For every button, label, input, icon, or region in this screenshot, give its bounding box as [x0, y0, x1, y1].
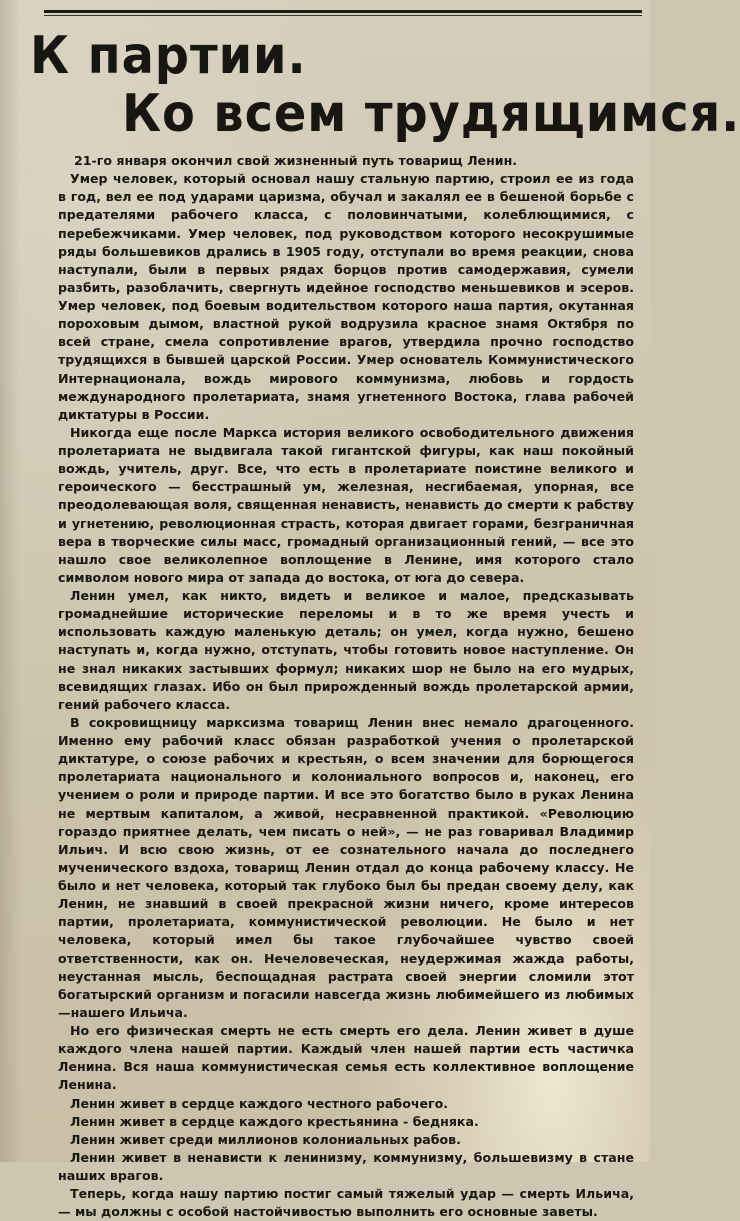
article-paragraph: Но его физическая смерть не есть смерть его дела. Ленин живет в душе каждого члена нашей партии. Каждый член нашей партии есть частичка Ленина. Вся наша коммунистическая семья есть коллективное воплощение Ленина.: [58, 1023, 634, 1093]
article-paragraph: В сокровищницу марксизма товарищ Ленин внес немало драгоценного. Именно ему рабочий класс обязан разработкой учения о пролетарской диктатуре, о союзе рабочих и крестьян, о всем значении для борющегося пролетариата национального и колониального вопросов и, наконец, его учением о роли и природе партии. И все это богатство было в руках Ленина не мертвым капиталом, а живой, несравненной практикой. «Революцию гораздо приятнее делать, чем писать о ней», — не раз говаривал Владимир Ильич. И всю свою жизнь, от ее сознательного начала до последнего мученического вздоха, товарищ Ленин отдал до конца рабочему классу. Не было и нет человека, который так глубоко был бы предан своему делу, как Ленин, не знавший в своей прекрасной жизни ничего, кроме интересов партии, пролетариата, коммунистической революции. Не было и нет человека, который имел бы такое глубочайшее чувство своей ответственности, как он. Нечеловеческая, неудержимая жажда работы, неустанная мысль, беспощадная растрата своей энергии сломили этот богатырский организм и погасили навсегда жизнь любимейшего из любимых—нашего Ильича.: [58, 714, 634, 1020]
top-rule-thin: [44, 15, 642, 16]
paper-edge-shadow: [0, 0, 20, 1162]
article-paragraph: Никогда еще после Маркса история великого освободительного движения пролетариата не выдвигала такой гигантской фигуры, как наш покойный вождь, учитель, друг. Все, что есть в пролетариате поистине великого и героического — бесстрашный ум, железная, несгибаемая, упорная, все преодолевающая воля, священная ненависть, ненависть до смерти к рабству и угнетению, революционная страсть, которая двигает горами, безграничная вера в творческие силы масс, громадный организационный гений, — все это нашло свое великолепное воплощение в Ленине, имя которого стало символом нового мира от запада до востока, от юга до севера.: [58, 424, 634, 585]
lenin-lives-line: Ленин живет среди миллионов колониальных рабов.: [70, 1131, 461, 1147]
article-body: [58, 152, 634, 1221]
headline-line-2: Ко всем трудящимся.: [122, 84, 740, 144]
lenin-lives-line: Ленин живет в сердце каждого крестьянина - бедняка.: [70, 1113, 479, 1129]
closing-paragraph: Теперь, когда нашу партию постиг самый тяжелый удар — смерть Ильича,— мы должны с особой настойчивостью выполнить его основные заветы.: [58, 1186, 634, 1220]
lenin-lives-line: Ленин живет в ненависти к ленинизму, коммунизму, большевизму в стане наших врагов.: [58, 1149, 634, 1183]
article-paragraph: Умер человек, который основал нашу стальную партию, строил ее из года в год, вел ее под ударами царизма, обучал и закалял ее в бешеной борьбе с предателями рабочего класса, с половинчатыми, колеблющимися, с перебежчиками. Умер человек, под руководством которого несокрушимые ряды большевиков дрались в 1905 году, отступали во время реакции, снова наступали, были в первых рядах борцов против самодержавия, сумели разбить, разоблачить, свергнуть идейное господство меньшевиков и эсеров. Умер человек, под боевым водительством которого наша партия, окутанная пороховым дымом, властной рукой водрузила красное знамя Октября по всей стране, смела сопротивление врагов, утвердила прочно господство трудящихся в бывшей царской России. Умер основатель Коммунистического Интернационала, вождь мирового коммунизма, любовь и гордость международного пролетариата, знамя угнетенного Востока, глава рабочей диктатуры в России.: [58, 171, 634, 422]
lenin-lives-line: Ленин живет в сердце каждого честного рабочего.: [70, 1095, 449, 1111]
top-rule: [44, 10, 642, 13]
headline: [26, 24, 740, 146]
article-paragraph: Ленин умел, как никто, видеть и великое и малое, предсказывать громаднейшие исторические переломы и в то же время учесть и использовать каждую маленькую деталь; он умел, когда нужно, бешено наступать и, когда нужно, отступать, чтобы готовить новое наступление. Он не знал никаких застывших формул; никаких шор не было на его мудрых, всевидящих глазах. Ибо он был прирожденный вождь пролетарской армии, гений рабочего класса.: [58, 588, 634, 712]
article-paragraph: 21-го января окончил свой жизненный путь товарищ Ленин.: [74, 153, 518, 168]
headline-line-1: К партии.: [30, 26, 307, 86]
